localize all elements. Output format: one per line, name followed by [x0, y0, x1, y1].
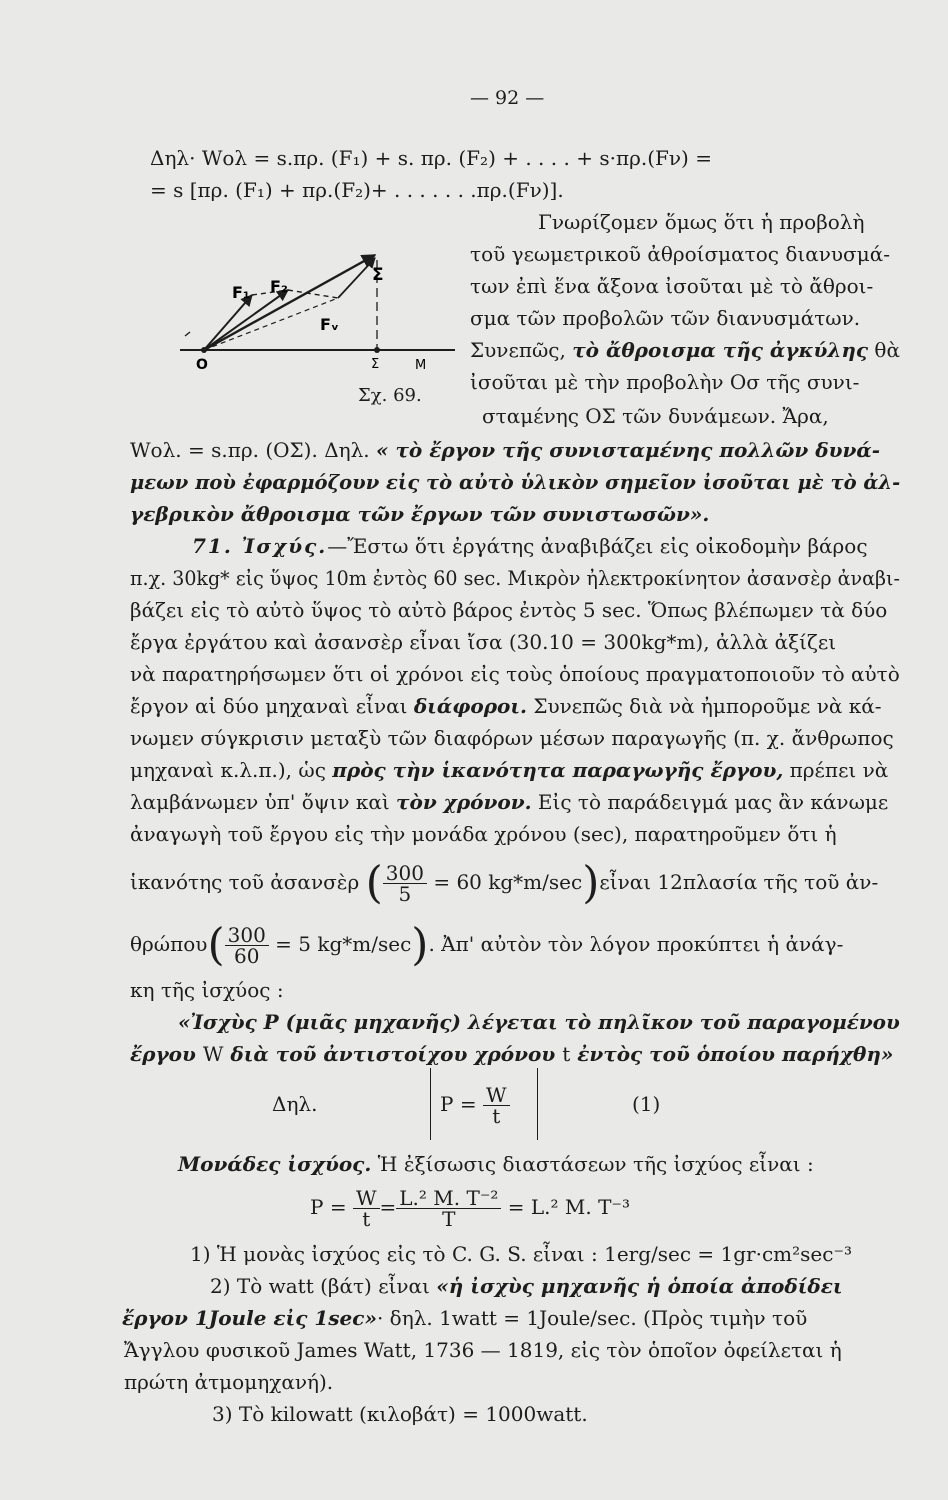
paren-close: ) [582, 857, 600, 909]
emphasis-text: πρὸς τὴν ἱκανότητα παραγωγῆς ἔργου, [332, 758, 784, 782]
text-run: = 5 kg*m/sec [275, 932, 412, 956]
origin-point [201, 347, 207, 353]
right-col-line-1: Γνωρίζομεν ὅμως ὅτι ἡ προβολὴ [538, 210, 865, 234]
emphasis-text: ἐντὸς τοῦ ὁποίου παρήχθη» [570, 1042, 894, 1066]
formula-lhs: P = [440, 1092, 477, 1116]
definition-line-2 [130, 1042, 893, 1066]
text-run: λαμβάνωμεν ὑπ' ὄψιν καὶ [130, 790, 397, 814]
fraction-numerator: W [353, 1188, 380, 1209]
fig-label-fv: Fᵥ [320, 315, 339, 334]
formula-number: (1) [632, 1092, 661, 1116]
text-run: Wολ. = s.πρ. (ΟΣ). Δηλ. [130, 438, 377, 462]
formula-prefix: Δηλ. [272, 1092, 318, 1116]
paren-open: ( [365, 857, 383, 909]
text-run: Συνεπῶς, [470, 338, 573, 362]
fraction-numerator: 300 [225, 925, 269, 946]
right-col-line-5 [470, 338, 900, 362]
emphasis-text: ἔργον 1Joule εἰς 1sec» [122, 1306, 377, 1330]
section-71-line-3: βάζει εἰς τὸ αὐτὸ ὕψος τὸ αὐτὸ βάρος ἐντὸς 5 sec. Ὅπως βλέπωμεν τὰ δύο [130, 598, 888, 622]
fraction-numerator: W [483, 1085, 510, 1106]
right-col-line-7: σταμένης ΟΣ τῶν δυνάμεων. Ἄρα, [482, 404, 829, 428]
unit-2-line-4: πρώτη ἀτμομηχανή). [124, 1370, 334, 1394]
right-col-line-3: των ἐπὶ ἕνα ἄξονα ἰσοῦται μὲ τὸ ἄθροι- [470, 274, 874, 298]
unit-2-line-1 [210, 1274, 843, 1298]
emphasis-text: τὸν χρόνον. [396, 790, 532, 814]
fraction-denominator: t [492, 1104, 501, 1128]
section-71-line-11 [130, 858, 878, 908]
fig-label-o: O [196, 357, 208, 373]
text-run: ἱκανότης τοῦ ἀσανσὲρ [130, 870, 360, 894]
section-71-line-13: κη τῆς ἰσχύος : [130, 978, 284, 1002]
text-run: = [379, 1195, 397, 1219]
emphasis-text: διὰ τοῦ ἀντιστοίχου χρόνου [223, 1042, 563, 1066]
text-run: = 60 kg*m/sec [433, 870, 583, 894]
fraction-dimensions [396, 1188, 501, 1229]
fraction-300-5 [383, 863, 427, 904]
vector-f1 [204, 295, 252, 350]
figure-caption: Σχ. 69. [358, 385, 422, 406]
unit-2-line-2 [122, 1306, 807, 1330]
fraction-numerator: L.² M. T⁻² [396, 1188, 501, 1209]
fraction-denominator: 60 [233, 944, 260, 968]
section-71-line-8 [130, 758, 888, 782]
units-heading-line [178, 1152, 814, 1176]
section-71-line-10: ἀναγωγὴ τοῦ ἔργου εἰς τὴν μονάδα χρόνου (sec), παρατηροῦμεν ὅτι ἡ [130, 822, 837, 846]
unit-1-line: 1) Ἡ μονὰς ἰσχύος εἰς τὸ C. G. S. εἶναι : 1erg/sec = 1gr·cm²sec⁻³ [190, 1242, 853, 1266]
text-run: 2) Τὸ watt (βάτ) εἶναι [210, 1274, 437, 1298]
unit-3-line: 3) Τὸ kilowatt (κιλοβάτ) = 1000watt. [212, 1402, 588, 1426]
section-71-line-12 [130, 920, 843, 970]
text-run: Ἡ ἐξίσωσις διαστάσεων τῆς ἰσχύος εἶναι : [371, 1152, 814, 1176]
formula-p-equals-w-over-t [440, 1082, 510, 1126]
text-run: Εἰς τὸ παράδειγμά μας ἂν κάνωμε [531, 790, 889, 814]
text-run: Συνεπῶς διὰ νὰ ἠμποροῦμε νὰ κά- [526, 694, 882, 718]
fraction-denominator: T [442, 1207, 456, 1231]
fraction-denominator: t [362, 1207, 371, 1231]
left-tick [185, 332, 190, 336]
emphasis-text: « τὸ ἔργον τῆς συνισταμένης πολλῶν δυνά- [376, 438, 881, 462]
emphasis-text: διάφοροι. [413, 694, 527, 718]
text-run: . Ἀπ' αὐτὸν τὸν λόγον προκύπτει ἡ ἀνάγ- [428, 932, 844, 956]
text-run: θὰ [868, 338, 900, 362]
fraction-w-t [353, 1188, 380, 1229]
equation-line-2: = s [πρ. (F₁) + πρ.(F₂)+ . . . . . . .πρ.(Fν)]. [150, 178, 564, 202]
section-71-line-4: ἔργα ἐργάτου καὶ ἀσανσὲρ εἶναι ἴσα (30.10 = 300kg*m), ἀλλὰ ἀξίζει [130, 630, 837, 654]
formula-fraction [483, 1085, 510, 1126]
emphasis-text: ἔργου [130, 1042, 203, 1066]
fig-label-f2: F₂ [270, 277, 288, 296]
fraction-numerator: 300 [383, 863, 427, 884]
vector-figure [180, 250, 470, 410]
text-run: = L.² M. T⁻³ [507, 1195, 630, 1219]
fig-label-s: Σ [371, 357, 380, 372]
dash-2 [288, 290, 338, 298]
text-run: πρέπει νὰ [783, 758, 889, 782]
dimension-equation [310, 1184, 630, 1230]
dash-3 [204, 298, 338, 350]
text-run: μηχαναὶ κ.λ.π.), ὡς [130, 758, 333, 782]
section-71-line-1 [192, 534, 868, 558]
unit-2-line-3: Ἄγγλου φυσικοῦ James Watt, 1736 — 1819, εἰς τὸν ὁποῖον ὀφείλεται ἡ [124, 1338, 842, 1362]
fraction-denominator: 5 [398, 882, 412, 906]
section-71-line-7: νωμεν σύγκρισιν μεταξὺ τῶν διαφόρων μέσων παραγωγῆς (π. χ. ἄνθρωπος [130, 726, 894, 750]
para-line-1 [130, 438, 880, 462]
text-run: θρώπου [130, 932, 208, 956]
right-col-line-6: ἰσοῦται μὲ τὴν προβολὴν Οσ τῆς συνι- [470, 370, 860, 394]
paren-open: ( [207, 919, 225, 971]
para-line-3: γεβρικὸν ἄθροισμα τῶν ἔργων τῶν συνιστωσῶν». [130, 502, 710, 526]
right-col-line-4: σμα τῶν προβολῶν τῶν διανυσμάτων. [470, 306, 861, 330]
section-71-line-6 [130, 694, 882, 718]
paren-close: ) [411, 919, 429, 971]
units-heading: Μονάδες ἰσχύος. [178, 1152, 372, 1176]
fig-label-f1: F₁ [232, 283, 250, 302]
text-run: P = [310, 1195, 347, 1219]
projection-point [374, 347, 380, 353]
text-run: ἔργον αἱ δύο μηχαναὶ εἶναι [130, 694, 414, 718]
fraction-300-60 [225, 925, 269, 966]
text-run: εἶναι 12πλασία τῆς τοῦ ἀν- [599, 870, 879, 894]
definition-line-1: «Ἰσχὺς P (μιᾶς μηχανῆς) λέγεται τὸ πηλῖκον τοῦ παραγομένου [178, 1010, 900, 1034]
section-71-line-2: π.χ. 30kg* εἰς ὕψος 10m ἐντὸς 60 sec. Μικρὸν ἠλεκτροκίνητον ἀσανσὲρ ἀναβι- [130, 566, 900, 590]
para-line-2: μεων ποὺ ἐφαρμόζουν εἰς τὸ αὐτὸ ὑλικὸν σημεῖον ἰσοῦται μὲ τὸ ἀλ- [130, 470, 901, 494]
fig-label-m: M [415, 358, 427, 373]
emphasis-text: τὸ ἄθροισμα τῆς ἀγκύλης [572, 338, 869, 362]
equation-line-1: Δηλ· Wολ = s.πρ. (F₁) + s. πρ. (F₂) + . . . . + s·πρ.(Fν) = [150, 146, 712, 170]
section-71-line-9 [130, 790, 888, 814]
section-71-line-5: νὰ παρατηρήσωμεν ὅτι οἱ χρόνοι εἰς τοὺς ὁποίους πραγματοποιοῦν τὸ αὐτὸ [130, 662, 900, 686]
text-run: t [562, 1042, 571, 1066]
vector-sigma [204, 255, 375, 350]
section-heading: 71. Ἰσχύς. [192, 534, 328, 558]
text-run: —Ἔστω ὅτι ἐργάτης ἀναβιβάζει εἰς οἰκοδομὴν βάρος [327, 534, 868, 558]
emphasis-text: «ἡ ἰσχὺς μηχανῆς ἡ ὁποία ἀποδίδει [436, 1274, 843, 1298]
text-run: · δηλ. 1watt = 1Joule/sec. (Πρὸς τιμὴν τοῦ [376, 1306, 808, 1330]
right-col-line-2: τοῦ γεωμετρικοῦ ἀθροίσματος διανυσμά- [470, 242, 890, 266]
fig-label-sigma: Σ [372, 265, 384, 285]
text-run: W [202, 1042, 224, 1066]
page-number: — 92 — [470, 87, 545, 109]
